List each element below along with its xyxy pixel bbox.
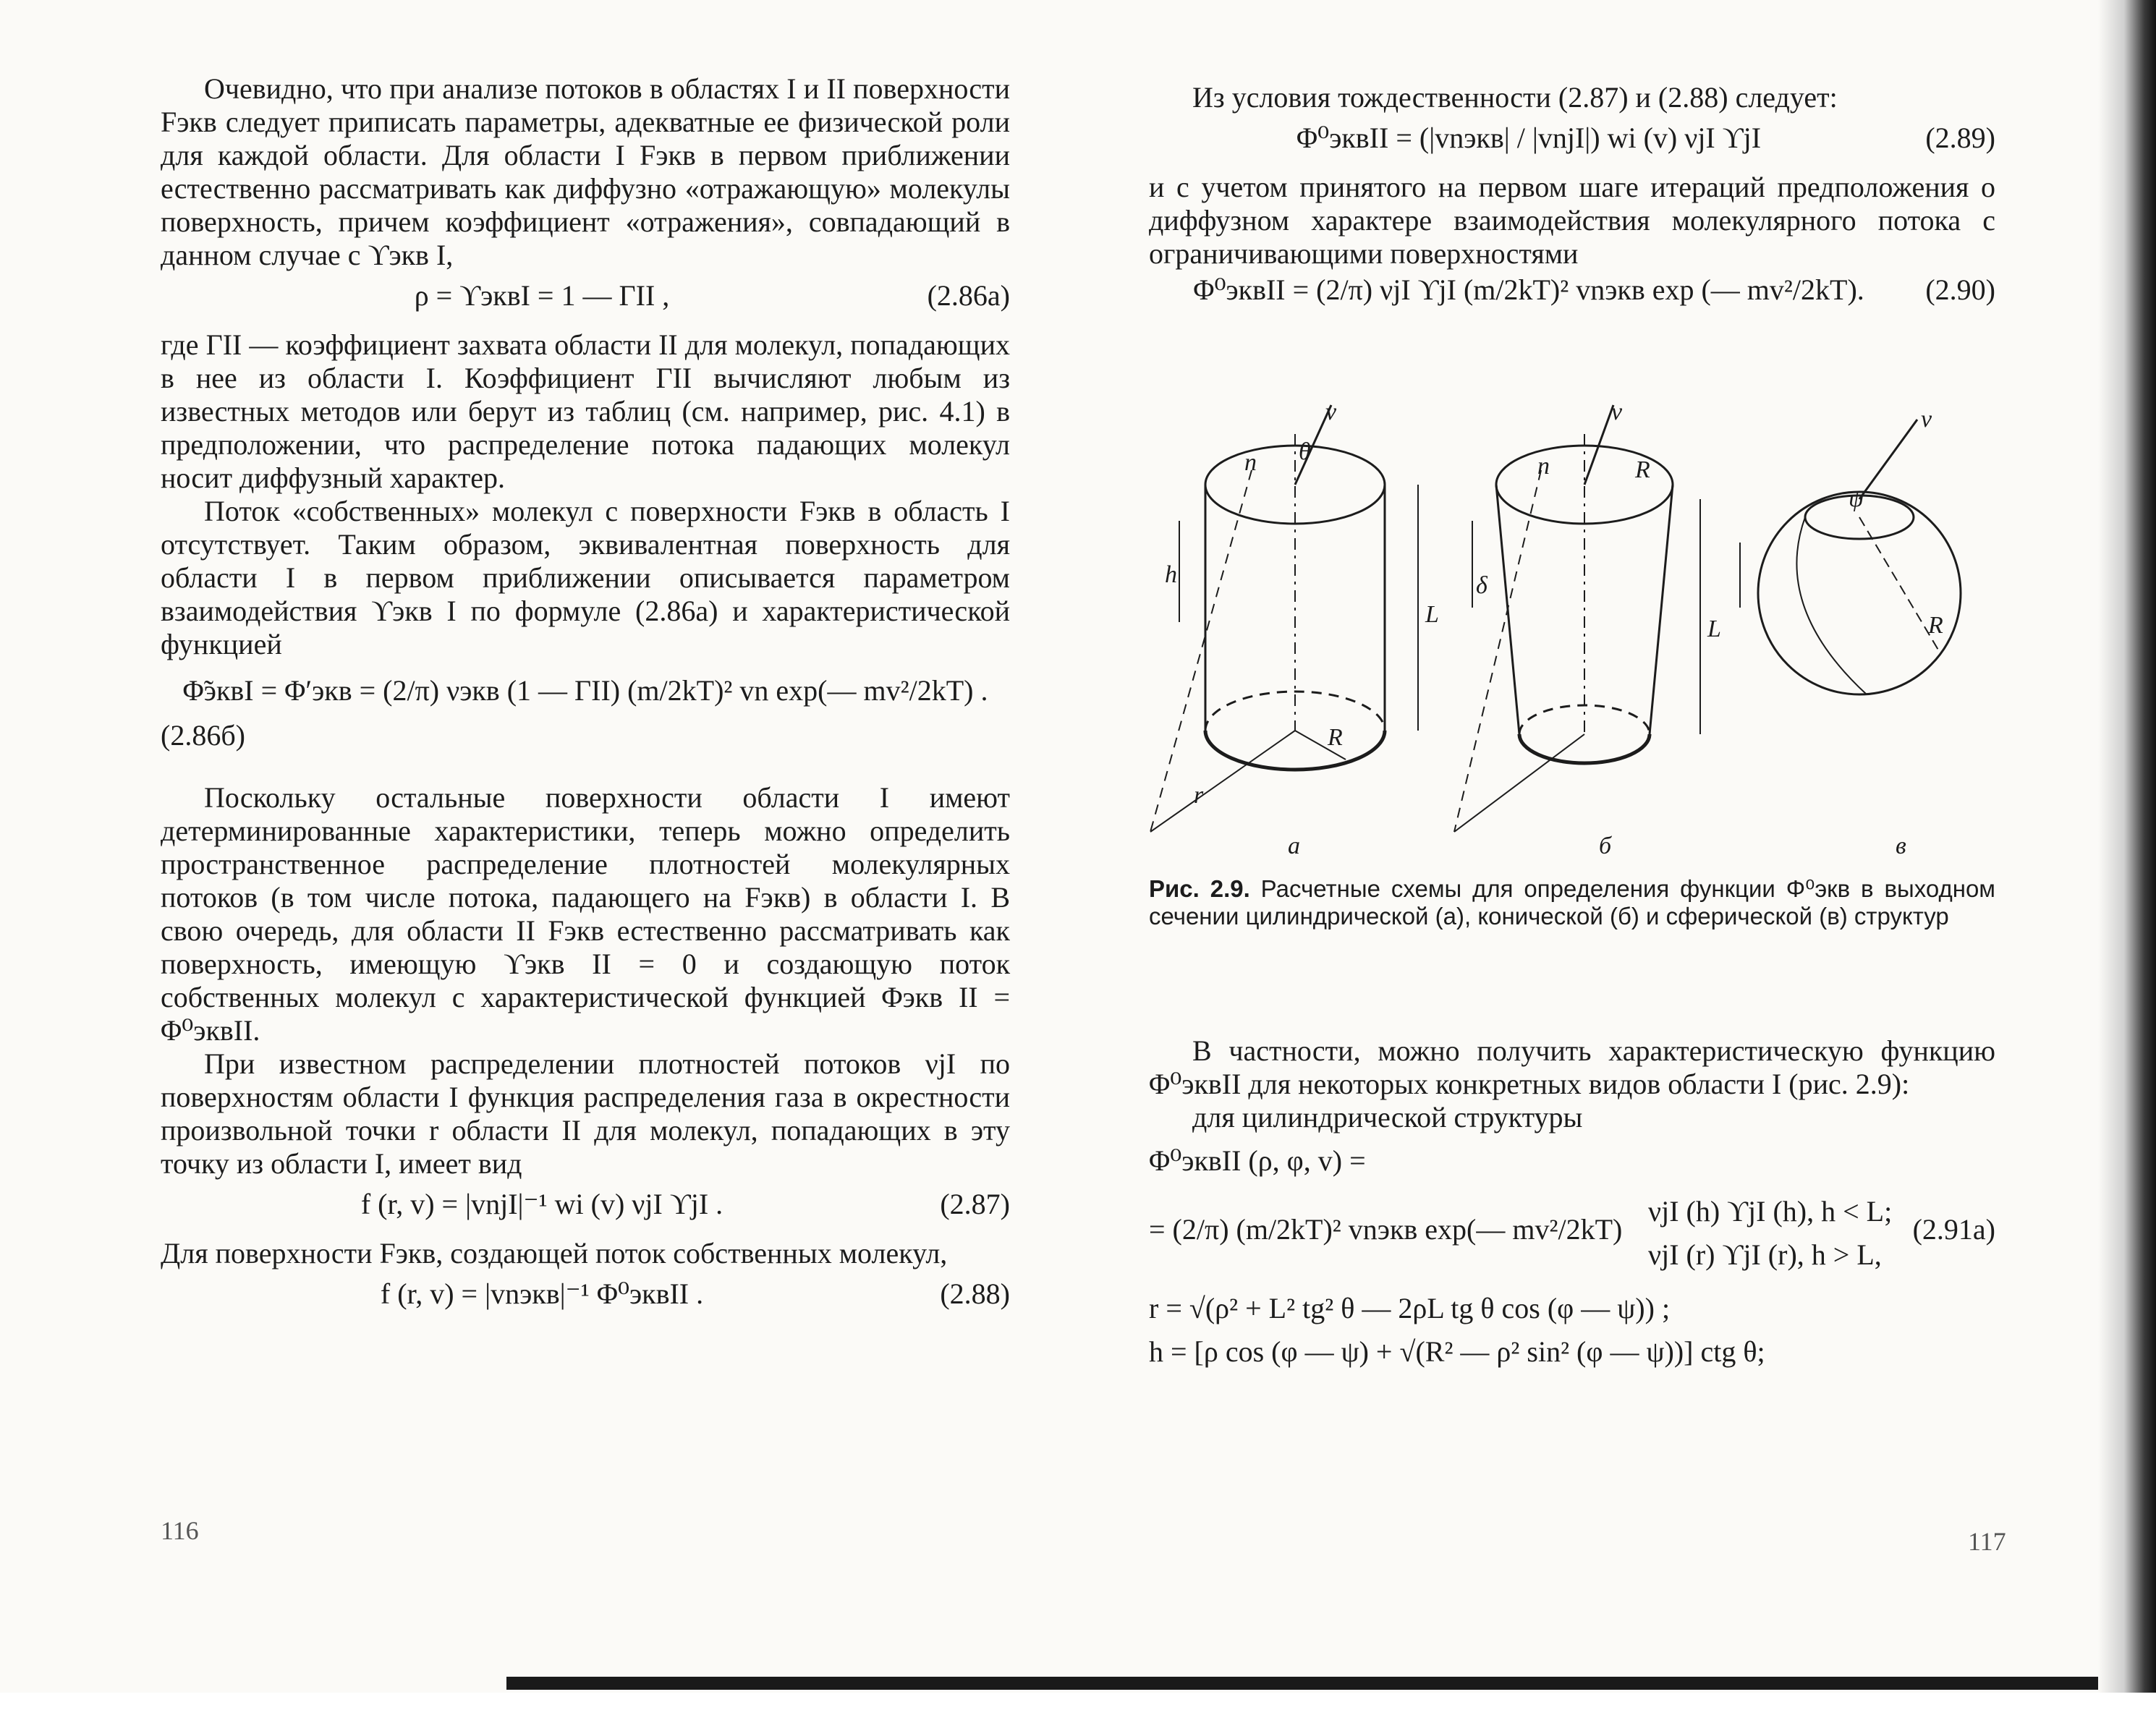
- label-R: R: [1928, 612, 1943, 639]
- paragraph: Поток «собственных» молекул с поверхности Fэкв в область I отсутствует. Таким образом, эквивалентная поверхность для области I в первом приближении описывается параметром взаимодействия ϒэкв I по формуле (2.86а) и характеристической функцией: [161, 495, 1010, 660]
- right-page: [1149, 81, 1995, 323]
- equation-body: f (r, v) = |vnэкв|⁻¹ Φ⁰эквII .: [380, 1277, 704, 1310]
- equation-body: Φ⁰эквII = (|vnэкв| / |vnjI|) wi (v) νjI ϒjI: [1296, 122, 1762, 154]
- label-delta: δ: [1476, 572, 1487, 599]
- equation-body: = (2/π) (m/2kT)² vnэкв exp(— mv²/2kT): [1149, 1213, 1623, 1246]
- cylinder-diagram: [1150, 405, 1418, 832]
- paragraph: Из условия тождественности (2.87) и (2.88) следует:: [1192, 81, 1838, 114]
- paragraph: Для поверхности Fэкв, создающей поток собственных молекул,: [161, 1237, 948, 1269]
- paragraph: где ΓII — коэффициент захвата области II для молекул, попадающих в нее из области I. Коэффициент ΓII вычисляют любым из известных методов или берут из таблиц (см. например, рис. 4.1) в предположении, что распределение потока падающих молекул носит диффузный характер.: [161, 328, 1010, 494]
- paragraph: При известном распределении плотностей потоков νjI по поверхностям области I функция распределения газа в окрестности произвольной точки r области II для молекул, попадающих в эту точку из области I, имеет вид: [161, 1047, 1010, 1180]
- equation-body: Φ⁰эквII = (2/π) νjI ϒjI (m/2kT)² vnэкв exp (— mv²/2kT).: [1193, 273, 1864, 306]
- figure-2-9: [1136, 391, 2004, 868]
- label-b: б: [1599, 833, 1612, 859]
- paragraph: и с учетом принятого на первом шаге итераций предположения о диффузном характере взаимодействия молекулярного потока с ограничивающими поверхностями: [1149, 171, 1995, 270]
- equation-number: (2.91а): [1912, 1213, 1995, 1246]
- label-a: а: [1288, 833, 1300, 859]
- equation-2-90: [1149, 273, 1995, 315]
- equation-number: (2.87): [940, 1188, 1010, 1220]
- equation-case: νjI (h) ϒjI (h), h < L;: [1648, 1195, 1893, 1228]
- page-number: 117: [1968, 1527, 2006, 1556]
- left-page: [161, 72, 1010, 1327]
- label-v: v: [1611, 399, 1623, 425]
- label-v: v: [1921, 406, 1932, 433]
- paragraph: Очевидно, что при анализе потоков в областях I и II поверхности Fэкв следует приписать параметры, адекватные ее физической роли для каждой области. Для области I Fэкв в первом приближении естественно рассматривать как диффузно «отражающую» молекулы поверхность, причем коэффициент «отражения», совпадающий в данном случае с ϒэкв I,: [161, 72, 1010, 271]
- scan-margin: [0, 1693, 2156, 1710]
- equation-2-91a: [1149, 1188, 1995, 1282]
- equation-head: Φ⁰эквII (ρ, φ, v) =: [1149, 1144, 1366, 1177]
- label-r: r: [1194, 782, 1204, 809]
- label-R: R: [1635, 456, 1650, 483]
- page-number: 116: [161, 1516, 199, 1545]
- equation-2-86b: [161, 674, 1010, 712]
- equation-body: ρ = ϒэквI = 1 — ΓII ,: [414, 279, 670, 312]
- equation-2-88: [161, 1277, 1010, 1319]
- label-v: v: [1325, 399, 1337, 425]
- sphere-diagram: [1740, 420, 1961, 694]
- equation-r: r = √(ρ² + L² tg² θ — 2ρL tg θ cos (φ — ψ)) ;: [1149, 1292, 1671, 1324]
- equation-2-89: [1149, 122, 1995, 163]
- equation-number: (2.88): [940, 1277, 1010, 1310]
- equation-number: (2.86а): [927, 279, 1010, 312]
- label-L: L: [1707, 616, 1721, 642]
- label-theta: θ: [1299, 438, 1311, 465]
- label-c: в: [1896, 833, 1906, 859]
- paragraph: В частности, можно получить характеристическую функцию Φ⁰эквII для некоторых конкретных видов области I (рис. 2.9):: [1149, 1034, 1995, 1100]
- equation-body: Φ̃эквI = Φ′экв = (2/π) νэкв (1 — ΓII) (m/2kT)² vn exp(— mv²/2kT) .: [182, 674, 988, 707]
- scan-edge: [506, 1677, 2098, 1690]
- caption-label: Рис. 2.9.: [1149, 875, 1250, 902]
- label-n: n: [1537, 453, 1550, 480]
- equation-2-86a: [161, 279, 1010, 321]
- label-h: h: [1165, 561, 1177, 588]
- equation-number: (2.89): [1925, 122, 1995, 154]
- label-psi: ψ: [1849, 485, 1864, 512]
- paragraph: Поскольку остальные поверхности области I имеют детерминированные характеристики, теперь можно определить пространственное распределение плотностей молекулярных потоков (в том числе потока, падающего на Fэкв) в области I. В свою очередь, для области II Fэкв естественно рассматривать как поверхность, имеющую ϒэкв II = 0 и создающую поток собственных молекул с характеристической функцией Φэкв II = Φ⁰эквII.: [161, 781, 1010, 1047]
- label-R: R: [1328, 724, 1343, 751]
- figure-caption: [1149, 875, 1995, 930]
- equation-number: (2.86б): [161, 719, 245, 752]
- equation-h: h = [ρ cos (φ — ψ) + √(R² — ρ² sin² (φ — ψ))] ctg θ;: [1149, 1335, 1765, 1368]
- page-edge-shadow: [2098, 0, 2156, 1710]
- caption-text: Расчетные схемы для определения функции Φ⁰экв в выходном сечении цилиндрической (а), конической (б) и сферической (в) структур: [1149, 875, 1995, 930]
- label-L: L: [1425, 601, 1439, 628]
- equation-2-87: [161, 1188, 1010, 1230]
- equation-case: νjI (r) ϒjI (r), h > L,: [1648, 1238, 1882, 1271]
- equation-body: f (r, v) = |vnjI|⁻¹ wi (v) νjI ϒjI .: [360, 1188, 723, 1220]
- equation-number: (2.90): [1925, 273, 1995, 306]
- paragraph: для цилиндрической структуры: [1192, 1101, 1583, 1133]
- right-page-lower: [1149, 1034, 1995, 1369]
- cone-diagram: [1454, 405, 1700, 832]
- label-n: n: [1244, 449, 1257, 476]
